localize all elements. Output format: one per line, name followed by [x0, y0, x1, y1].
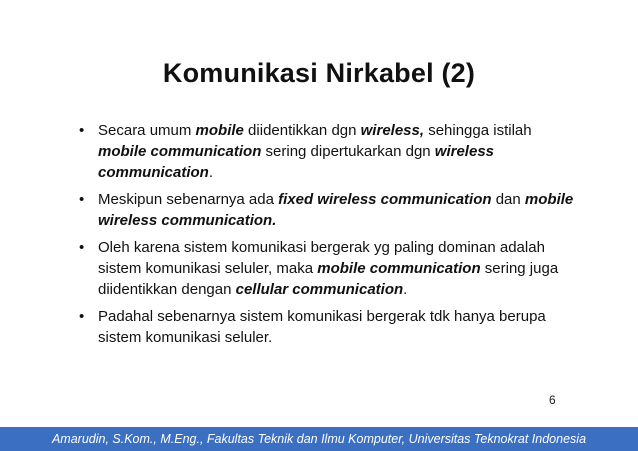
slide-title: Komunikasi Nirkabel (2): [162, 58, 476, 88]
text-segment: diidentikkan dgn: [243, 122, 361, 139]
emphasis-term: fixed wireless communication: [278, 191, 492, 208]
bullet-item: [79, 189, 579, 231]
bullet-list: [79, 120, 579, 354]
text-segment: sering juga diidentikkan dengan: [98, 260, 559, 298]
text-segment: Oleh karena sistem komunikasi bergerak yg paling dominan adalah sistem komunikasi seluler, maka: [98, 239, 545, 277]
text-segment: .: [403, 281, 408, 298]
text-segment: .: [208, 164, 214, 181]
bullet-text: [98, 122, 532, 181]
bullet-text: [98, 191, 573, 229]
emphasis-term: wireless,: [360, 122, 425, 139]
page-number: 6: [549, 393, 556, 407]
bullet-marker: •: [79, 308, 85, 325]
text-segment: Padahal sebenarnya sistem komunikasi bergerak tdk hanya berupa sistem komunikasi seluler.: [98, 308, 546, 346]
bullet-marker: •: [79, 122, 85, 139]
text-segment: dan: [491, 191, 525, 208]
emphasis-term: mobile communication: [317, 260, 481, 277]
emphasis-term: wireless communication: [98, 143, 495, 181]
emphasis-term: mobile: [195, 122, 244, 139]
bullet-item: [79, 237, 579, 300]
bullet-item: [79, 120, 579, 183]
text-segment: Secara umum: [98, 122, 196, 139]
emphasis-term: mobile communication: [98, 143, 262, 160]
footer-text: Amarudin, S.Kom., M.Eng., Fakultas Teknik dan Ilmu Komputer, Universitas Teknokrat Indonesia: [51, 432, 587, 446]
bullet-text: [98, 308, 546, 346]
emphasis-term: mobile wireless communication.: [98, 191, 574, 229]
emphasis-term: cellular communication: [235, 281, 404, 298]
footer-bar: [0, 427, 638, 451]
bullet-marker: •: [79, 239, 85, 256]
bullet-marker: •: [79, 191, 85, 208]
text-segment: Meskipun sebenarnya ada: [98, 191, 279, 208]
bullet-text: [98, 239, 558, 298]
text-segment: sering dipertukarkan dgn: [261, 143, 435, 160]
text-segment: sehingga istilah: [424, 122, 532, 139]
bullet-item: [79, 306, 579, 348]
